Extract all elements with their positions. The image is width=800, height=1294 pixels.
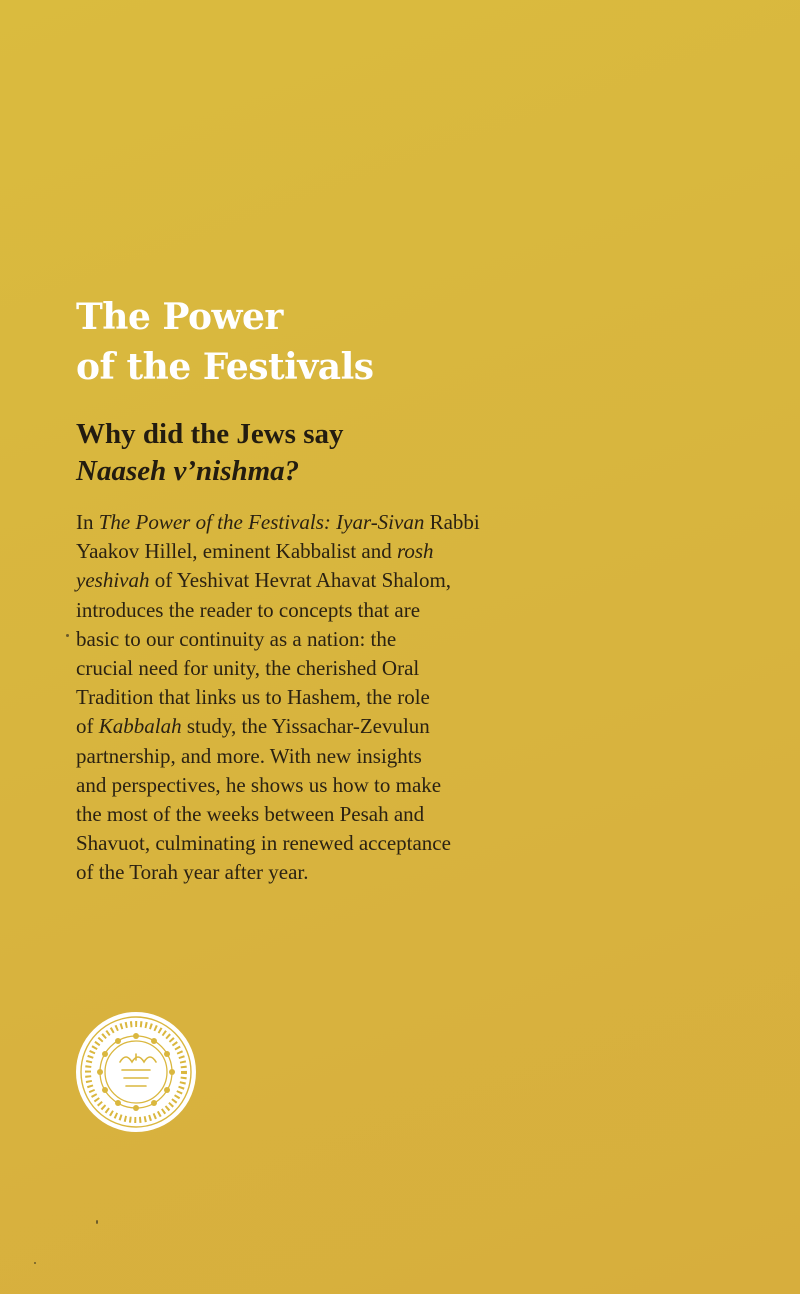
print-speck: [96, 1220, 98, 1224]
blurb-line: Tradition that links us to Hashem, the role: [76, 685, 430, 710]
blurb-text: of Yeshivat Hevrat Ahavat Shalom,: [149, 568, 452, 593]
book-title: [76, 292, 374, 392]
blurb-term: yeshivah: [76, 568, 150, 593]
blurb-line: [76, 566, 516, 595]
print-speck: [34, 1262, 36, 1264]
blurb-line: crucial need for unity, the cherished Oral: [76, 656, 420, 681]
blurb-line: basic to our continuity as a nation: the: [76, 626, 397, 651]
publisher-seal-icon: [74, 1010, 198, 1134]
blurb-term: rosh: [396, 539, 434, 564]
blurb-book-title: The Power of the Festivals: Iyar-Sivan: [98, 510, 425, 534]
blurb-line: and perspectives, he shows us how to make: [76, 772, 442, 797]
book-description: [76, 508, 516, 888]
question-line-1: Why did the Jews say: [76, 418, 344, 450]
blurb-line: partnership, and more. With new insights: [76, 743, 422, 768]
blurb-line: of the Torah year after year.: [76, 860, 309, 885]
blurb-term: Kabbalah: [98, 714, 182, 739]
question-line-2: Naaseh v’nishma?: [76, 455, 300, 487]
blurb-line: [76, 508, 516, 537]
tagline-question: [76, 416, 344, 490]
blurb-text: study, the Yissachar-Zevulun: [181, 714, 430, 739]
title-line-1: The Power: [76, 296, 283, 338]
blurb-line: [76, 537, 516, 566]
blurb-text: of: [76, 714, 99, 739]
blurb-line: Shavuot, culminating in renewed acceptance: [76, 831, 451, 856]
blurb-text: In: [76, 510, 99, 534]
print-speck: [66, 634, 69, 637]
blurb-text: Yaakov Hillel, eminent Kabbalist and: [76, 539, 397, 564]
blurb-line: introduces the reader to concepts that are: [76, 597, 421, 622]
title-line-2: of the Festivals: [76, 346, 374, 388]
blurb-line: [76, 712, 516, 741]
blurb-line: the most of the weeks between Pesah and: [76, 802, 425, 827]
blurb-text: Rabbi: [424, 510, 480, 534]
